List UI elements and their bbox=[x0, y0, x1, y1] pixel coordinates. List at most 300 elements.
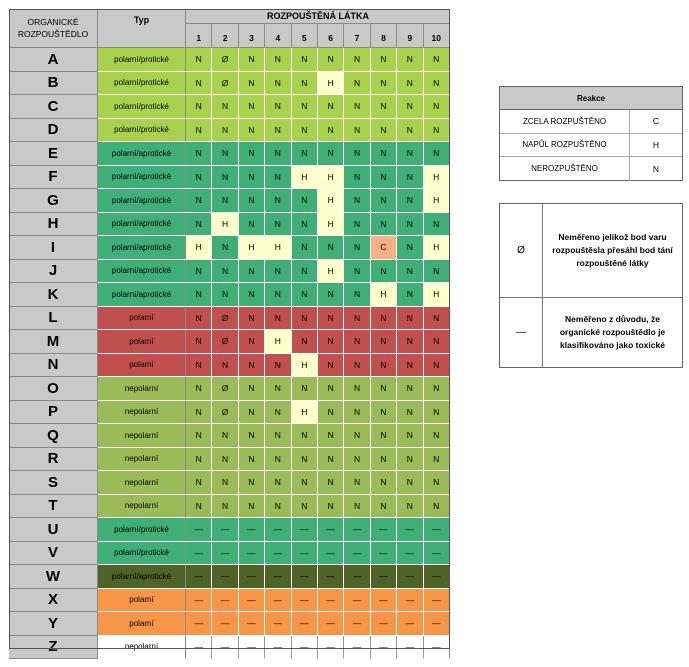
table-row bbox=[9, 95, 450, 119]
result-cell: N bbox=[344, 471, 370, 495]
result-cell: N bbox=[397, 377, 423, 401]
result-cell: H bbox=[239, 236, 265, 260]
result-cell: N bbox=[186, 401, 212, 425]
type-cell: polarní/aprotické bbox=[98, 189, 186, 213]
result-cell: N bbox=[318, 448, 344, 472]
result-cell: N bbox=[265, 471, 291, 495]
table-row bbox=[9, 48, 450, 72]
result-cell: N bbox=[239, 166, 265, 190]
legend-label: ZCELA ROZPUŠTĚNO bbox=[500, 110, 630, 133]
solvent-cell: D bbox=[9, 119, 98, 143]
result-cell: N bbox=[344, 95, 370, 119]
result-cell: N bbox=[186, 166, 212, 190]
solvent-cell: B bbox=[9, 72, 98, 96]
result-cell: N bbox=[186, 330, 212, 354]
result-cell: N bbox=[371, 471, 397, 495]
solvent-cell: E bbox=[9, 142, 98, 166]
legend-code: N bbox=[652, 163, 660, 174]
result-cell: N bbox=[344, 448, 370, 472]
solubility-table bbox=[9, 9, 450, 659]
result-cell: — bbox=[424, 589, 450, 613]
result-cell: — bbox=[292, 612, 318, 636]
result-cell: N bbox=[212, 495, 238, 519]
result-cell: — bbox=[239, 565, 265, 589]
solvent-cell: C bbox=[9, 95, 98, 119]
type-cell: polarní/protické bbox=[98, 518, 186, 542]
result-cell: N bbox=[318, 471, 344, 495]
result-cell: — bbox=[371, 518, 397, 542]
result-cell: — bbox=[371, 542, 397, 566]
table-row bbox=[9, 518, 450, 542]
result-cell: H bbox=[318, 72, 344, 96]
result-cell: N bbox=[265, 283, 291, 307]
solvent-cell: P bbox=[9, 401, 98, 425]
result-cell: N bbox=[424, 448, 450, 472]
result-cell: N bbox=[397, 142, 423, 166]
result-cell: — bbox=[265, 612, 291, 636]
result-cell: N bbox=[239, 495, 265, 519]
solvent-cell: Q bbox=[9, 424, 98, 448]
result-cell: N bbox=[397, 72, 423, 96]
result-cell: N bbox=[212, 471, 238, 495]
result-cell: N bbox=[292, 48, 318, 72]
result-cell: — bbox=[265, 518, 291, 542]
result-cell: N bbox=[371, 377, 397, 401]
type-cell: polarní bbox=[98, 330, 186, 354]
result-cell: — bbox=[239, 636, 265, 660]
result-cell: N bbox=[186, 448, 212, 472]
result-cell: N bbox=[292, 119, 318, 143]
result-cell: N bbox=[424, 213, 450, 237]
result-cell: N bbox=[239, 260, 265, 284]
result-cell: N bbox=[424, 377, 450, 401]
result-cell: N bbox=[397, 236, 423, 260]
solvent-cell: A bbox=[9, 48, 98, 72]
result-cell: N bbox=[239, 424, 265, 448]
result-cell: — bbox=[397, 636, 423, 660]
symbol: Ø bbox=[500, 204, 543, 297]
result-cell: — bbox=[186, 612, 212, 636]
result-cell: N bbox=[397, 307, 423, 331]
result-cell: N bbox=[424, 95, 450, 119]
result-cell: — bbox=[239, 518, 265, 542]
table-header bbox=[9, 9, 450, 48]
type-cell: polarní bbox=[98, 589, 186, 613]
result-cell: N bbox=[344, 142, 370, 166]
result-cell: N bbox=[292, 72, 318, 96]
result-cell: — bbox=[186, 636, 212, 660]
result-cell: N bbox=[318, 283, 344, 307]
result-cell: N bbox=[239, 448, 265, 472]
reaction-legend-title: Reakce bbox=[500, 87, 682, 110]
result-cell: N bbox=[371, 354, 397, 378]
result-cell: N bbox=[318, 119, 344, 143]
result-cell: — bbox=[371, 636, 397, 660]
legend-label: NAPŮL ROZPUŠTĚNO bbox=[500, 134, 630, 157]
result-cell: N bbox=[265, 95, 291, 119]
solvent-cell: J bbox=[9, 260, 98, 284]
result-cell: N bbox=[318, 236, 344, 260]
result-cell: N bbox=[186, 142, 212, 166]
result-cell: N bbox=[292, 307, 318, 331]
type-cell: polarní/protické bbox=[98, 119, 186, 143]
result-cell: N bbox=[186, 119, 212, 143]
type-cell: polarní/aprotické bbox=[98, 283, 186, 307]
result-cell: N bbox=[186, 95, 212, 119]
result-cell: N bbox=[371, 330, 397, 354]
result-cell: — bbox=[212, 636, 238, 660]
result-cell: N bbox=[265, 213, 291, 237]
result-cell: H bbox=[265, 236, 291, 260]
result-cell: N bbox=[292, 189, 318, 213]
result-cell: — bbox=[265, 636, 291, 660]
result-cell: — bbox=[292, 636, 318, 660]
result-cell: N bbox=[239, 283, 265, 307]
result-cell: — bbox=[265, 589, 291, 613]
result-cell: N bbox=[186, 260, 212, 284]
result-cell: N bbox=[212, 283, 238, 307]
column-number: 5 bbox=[292, 24, 318, 48]
result-cell: N bbox=[344, 48, 370, 72]
result-cell: N bbox=[186, 48, 212, 72]
result-cell: H bbox=[424, 236, 450, 260]
result-cell: H bbox=[371, 283, 397, 307]
type-cell: polarní/protické bbox=[98, 72, 186, 96]
type-cell: polarní/protické bbox=[98, 95, 186, 119]
result-cell: N bbox=[239, 471, 265, 495]
result-cell: — bbox=[344, 565, 370, 589]
result-cell: — bbox=[397, 612, 423, 636]
result-cell: Ø bbox=[212, 307, 238, 331]
result-cell: N bbox=[239, 354, 265, 378]
type-cell: polarní/aprotické bbox=[98, 166, 186, 190]
result-cell: N bbox=[344, 119, 370, 143]
solvent-cell: V bbox=[9, 542, 98, 566]
result-cell: N bbox=[344, 401, 370, 425]
result-cell: N bbox=[397, 119, 423, 143]
type-cell: polarní/aprotické bbox=[98, 260, 186, 284]
type-cell: polarní bbox=[98, 307, 186, 331]
result-cell: — bbox=[239, 542, 265, 566]
table-body bbox=[9, 48, 450, 659]
result-cell: N bbox=[292, 283, 318, 307]
result-cell: N bbox=[265, 377, 291, 401]
solvent-cell: M bbox=[9, 330, 98, 354]
result-cell: H bbox=[318, 213, 344, 237]
reaction-legend bbox=[499, 86, 683, 181]
result-cell: N bbox=[186, 377, 212, 401]
result-cell: N bbox=[186, 424, 212, 448]
result-cell: N bbox=[292, 471, 318, 495]
result-cell: — bbox=[292, 589, 318, 613]
result-cell: N bbox=[292, 236, 318, 260]
result-cell: N bbox=[212, 424, 238, 448]
result-cell: — bbox=[397, 565, 423, 589]
result-cell: — bbox=[397, 589, 423, 613]
result-cell: N bbox=[318, 401, 344, 425]
type-cell: nepolarní bbox=[98, 636, 186, 660]
result-cell: N bbox=[292, 377, 318, 401]
result-cell: N bbox=[212, 119, 238, 143]
result-cell: N bbox=[265, 72, 291, 96]
result-cell: N bbox=[265, 142, 291, 166]
table-row bbox=[9, 236, 450, 260]
result-cell: N bbox=[239, 72, 265, 96]
result-cell: N bbox=[265, 448, 291, 472]
result-cell: N bbox=[265, 307, 291, 331]
result-cell: N bbox=[344, 495, 370, 519]
result-cell: N bbox=[265, 119, 291, 143]
result-cell: N bbox=[292, 142, 318, 166]
result-cell: N bbox=[239, 48, 265, 72]
result-cell: — bbox=[371, 612, 397, 636]
result-cell: — bbox=[212, 612, 238, 636]
table-row bbox=[9, 565, 450, 589]
result-cell: N bbox=[344, 307, 370, 331]
result-cell: N bbox=[424, 72, 450, 96]
result-cell: H bbox=[318, 260, 344, 284]
result-cell: N bbox=[344, 424, 370, 448]
result-cell: N bbox=[397, 354, 423, 378]
result-cell: N bbox=[371, 448, 397, 472]
column-number: 9 bbox=[397, 24, 423, 48]
result-cell: N bbox=[186, 213, 212, 237]
solvent-cell: T bbox=[9, 495, 98, 519]
type-cell: polarní/aprotické bbox=[98, 236, 186, 260]
result-cell: N bbox=[371, 260, 397, 284]
result-cell: N bbox=[397, 283, 423, 307]
type-cell: nepolarní bbox=[98, 448, 186, 472]
result-cell: N bbox=[186, 189, 212, 213]
result-cell: N bbox=[318, 95, 344, 119]
table-row bbox=[9, 72, 450, 96]
result-cell: N bbox=[344, 260, 370, 284]
result-cell: N bbox=[371, 119, 397, 143]
result-cell: — bbox=[318, 636, 344, 660]
solvent-cell: F bbox=[9, 166, 98, 190]
result-cell: N bbox=[292, 495, 318, 519]
result-cell: N bbox=[397, 48, 423, 72]
solvent-header: ORGANICKÉ ROZPOUŠTĚDLO bbox=[9, 9, 98, 48]
result-cell: N bbox=[186, 283, 212, 307]
result-cell: H bbox=[292, 166, 318, 190]
result-cell: N bbox=[186, 495, 212, 519]
result-cell: — bbox=[212, 518, 238, 542]
result-cell: N bbox=[318, 48, 344, 72]
result-cell: N bbox=[424, 354, 450, 378]
legend-label: NEROZPUŠTĚNO bbox=[500, 157, 630, 181]
result-cell: N bbox=[424, 401, 450, 425]
result-cell: N bbox=[212, 260, 238, 284]
table-row bbox=[9, 283, 450, 307]
result-cell: H bbox=[318, 189, 344, 213]
result-cell: N bbox=[397, 401, 423, 425]
solvent-cell: N bbox=[9, 354, 98, 378]
result-cell: N bbox=[212, 95, 238, 119]
solvent-cell: I bbox=[9, 236, 98, 260]
result-cell: — bbox=[186, 542, 212, 566]
result-cell: N bbox=[239, 119, 265, 143]
result-cell: N bbox=[397, 495, 423, 519]
legend-row bbox=[500, 110, 682, 134]
table-row bbox=[9, 189, 450, 213]
type-cell: polarní/protické bbox=[98, 48, 186, 72]
result-cell: N bbox=[397, 330, 423, 354]
result-cell: N bbox=[344, 189, 370, 213]
type-cell: nepolarní bbox=[98, 495, 186, 519]
result-cell: — bbox=[318, 542, 344, 566]
symbol-legend bbox=[499, 203, 683, 368]
result-cell: — bbox=[292, 565, 318, 589]
solvent-cell: O bbox=[9, 377, 98, 401]
result-cell: N bbox=[292, 424, 318, 448]
result-cell: N bbox=[265, 424, 291, 448]
result-cell: — bbox=[318, 518, 344, 542]
result-cell: — bbox=[186, 518, 212, 542]
column-number: 2 bbox=[212, 24, 238, 48]
table-row bbox=[9, 307, 450, 331]
result-cell: N bbox=[186, 72, 212, 96]
result-cell: N bbox=[318, 377, 344, 401]
result-cell: N bbox=[344, 330, 370, 354]
result-cell: N bbox=[371, 307, 397, 331]
result-cell: — bbox=[397, 518, 423, 542]
table-row bbox=[9, 636, 450, 660]
result-cell: N bbox=[371, 142, 397, 166]
solvent-cell: H bbox=[9, 213, 98, 237]
type-cell: polarní bbox=[98, 612, 186, 636]
result-cell: N bbox=[292, 330, 318, 354]
result-cell: N bbox=[212, 166, 238, 190]
result-cell: N bbox=[371, 95, 397, 119]
column-number: 8 bbox=[371, 24, 397, 48]
result-cell: — bbox=[424, 565, 450, 589]
result-cell: — bbox=[371, 565, 397, 589]
result-cell: N bbox=[186, 307, 212, 331]
legend-code: H bbox=[652, 139, 660, 150]
result-cell: N bbox=[371, 72, 397, 96]
result-cell: Ø bbox=[212, 401, 238, 425]
result-cell: N bbox=[318, 354, 344, 378]
result-cell: N bbox=[265, 354, 291, 378]
result-cell: N bbox=[344, 236, 370, 260]
result-cell: N bbox=[424, 471, 450, 495]
result-cell: N bbox=[212, 354, 238, 378]
result-cell: — bbox=[265, 565, 291, 589]
table-row bbox=[9, 589, 450, 613]
table-row bbox=[9, 213, 450, 237]
solvent-cell: S bbox=[9, 471, 98, 495]
result-cell: N bbox=[318, 330, 344, 354]
solvent-cell: W bbox=[9, 565, 98, 589]
result-cell: N bbox=[344, 166, 370, 190]
result-cell: N bbox=[292, 448, 318, 472]
table-row bbox=[9, 330, 450, 354]
result-cell: — bbox=[318, 612, 344, 636]
column-number: 4 bbox=[265, 24, 291, 48]
result-cell: N bbox=[397, 213, 423, 237]
dissolved-header-group bbox=[186, 9, 450, 48]
result-cell: C bbox=[371, 236, 397, 260]
result-cell: Ø bbox=[212, 72, 238, 96]
result-cell: N bbox=[371, 401, 397, 425]
result-cell: — bbox=[239, 612, 265, 636]
result-cell: N bbox=[344, 354, 370, 378]
result-cell: N bbox=[292, 213, 318, 237]
result-cell: N bbox=[344, 377, 370, 401]
type-cell: nepolarní bbox=[98, 401, 186, 425]
solvent-cell: Z bbox=[9, 636, 98, 660]
result-cell: N bbox=[292, 260, 318, 284]
result-cell: — bbox=[344, 518, 370, 542]
result-cell: N bbox=[239, 377, 265, 401]
table-row bbox=[9, 377, 450, 401]
result-cell: N bbox=[212, 142, 238, 166]
result-cell: — bbox=[318, 565, 344, 589]
type-cell: polarní/aprotické bbox=[98, 213, 186, 237]
symbol-legend-row bbox=[500, 204, 682, 298]
table-row bbox=[9, 401, 450, 425]
symbol-description: Neměřeno jelikož bod varu rozpouštěsla přesáhl bod tání rozpouštěné látky bbox=[552, 232, 673, 268]
column-number: 1 bbox=[186, 24, 212, 48]
result-cell: N bbox=[239, 401, 265, 425]
result-cell: N bbox=[318, 495, 344, 519]
result-cell: N bbox=[344, 213, 370, 237]
result-cell: N bbox=[344, 72, 370, 96]
symbol: — bbox=[500, 298, 543, 367]
column-number: 10 bbox=[424, 24, 450, 48]
result-cell: N bbox=[186, 471, 212, 495]
result-cell: — bbox=[292, 542, 318, 566]
result-cell: H bbox=[318, 166, 344, 190]
result-cell: N bbox=[424, 48, 450, 72]
result-cell: — bbox=[318, 589, 344, 613]
result-cell: H bbox=[424, 189, 450, 213]
table-row bbox=[9, 119, 450, 143]
result-cell: N bbox=[318, 142, 344, 166]
table-row bbox=[9, 424, 450, 448]
result-cell: N bbox=[239, 189, 265, 213]
result-cell: Ø bbox=[212, 330, 238, 354]
result-cell: H bbox=[424, 166, 450, 190]
result-cell: — bbox=[239, 589, 265, 613]
type-cell: polarní bbox=[98, 354, 186, 378]
result-cell: N bbox=[212, 448, 238, 472]
solvent-cell: R bbox=[9, 448, 98, 472]
solvent-cell: Y bbox=[9, 612, 98, 636]
type-cell: polarní/protické bbox=[98, 542, 186, 566]
result-cell: N bbox=[318, 424, 344, 448]
result-cell: N bbox=[212, 189, 238, 213]
result-cell: N bbox=[239, 213, 265, 237]
result-cell: N bbox=[265, 260, 291, 284]
result-cell: N bbox=[397, 424, 423, 448]
result-cell: N bbox=[292, 95, 318, 119]
solvent-cell: X bbox=[9, 589, 98, 613]
result-cell: — bbox=[424, 612, 450, 636]
table-row bbox=[9, 354, 450, 378]
result-cell: — bbox=[344, 636, 370, 660]
solvent-cell: G bbox=[9, 189, 98, 213]
column-number: 3 bbox=[239, 24, 265, 48]
type-cell: nepolarní bbox=[98, 471, 186, 495]
result-cell: — bbox=[424, 518, 450, 542]
solvent-cell: U bbox=[9, 518, 98, 542]
table-row bbox=[9, 166, 450, 190]
result-cell: N bbox=[239, 142, 265, 166]
result-cell: N bbox=[371, 166, 397, 190]
result-cell: N bbox=[265, 495, 291, 519]
